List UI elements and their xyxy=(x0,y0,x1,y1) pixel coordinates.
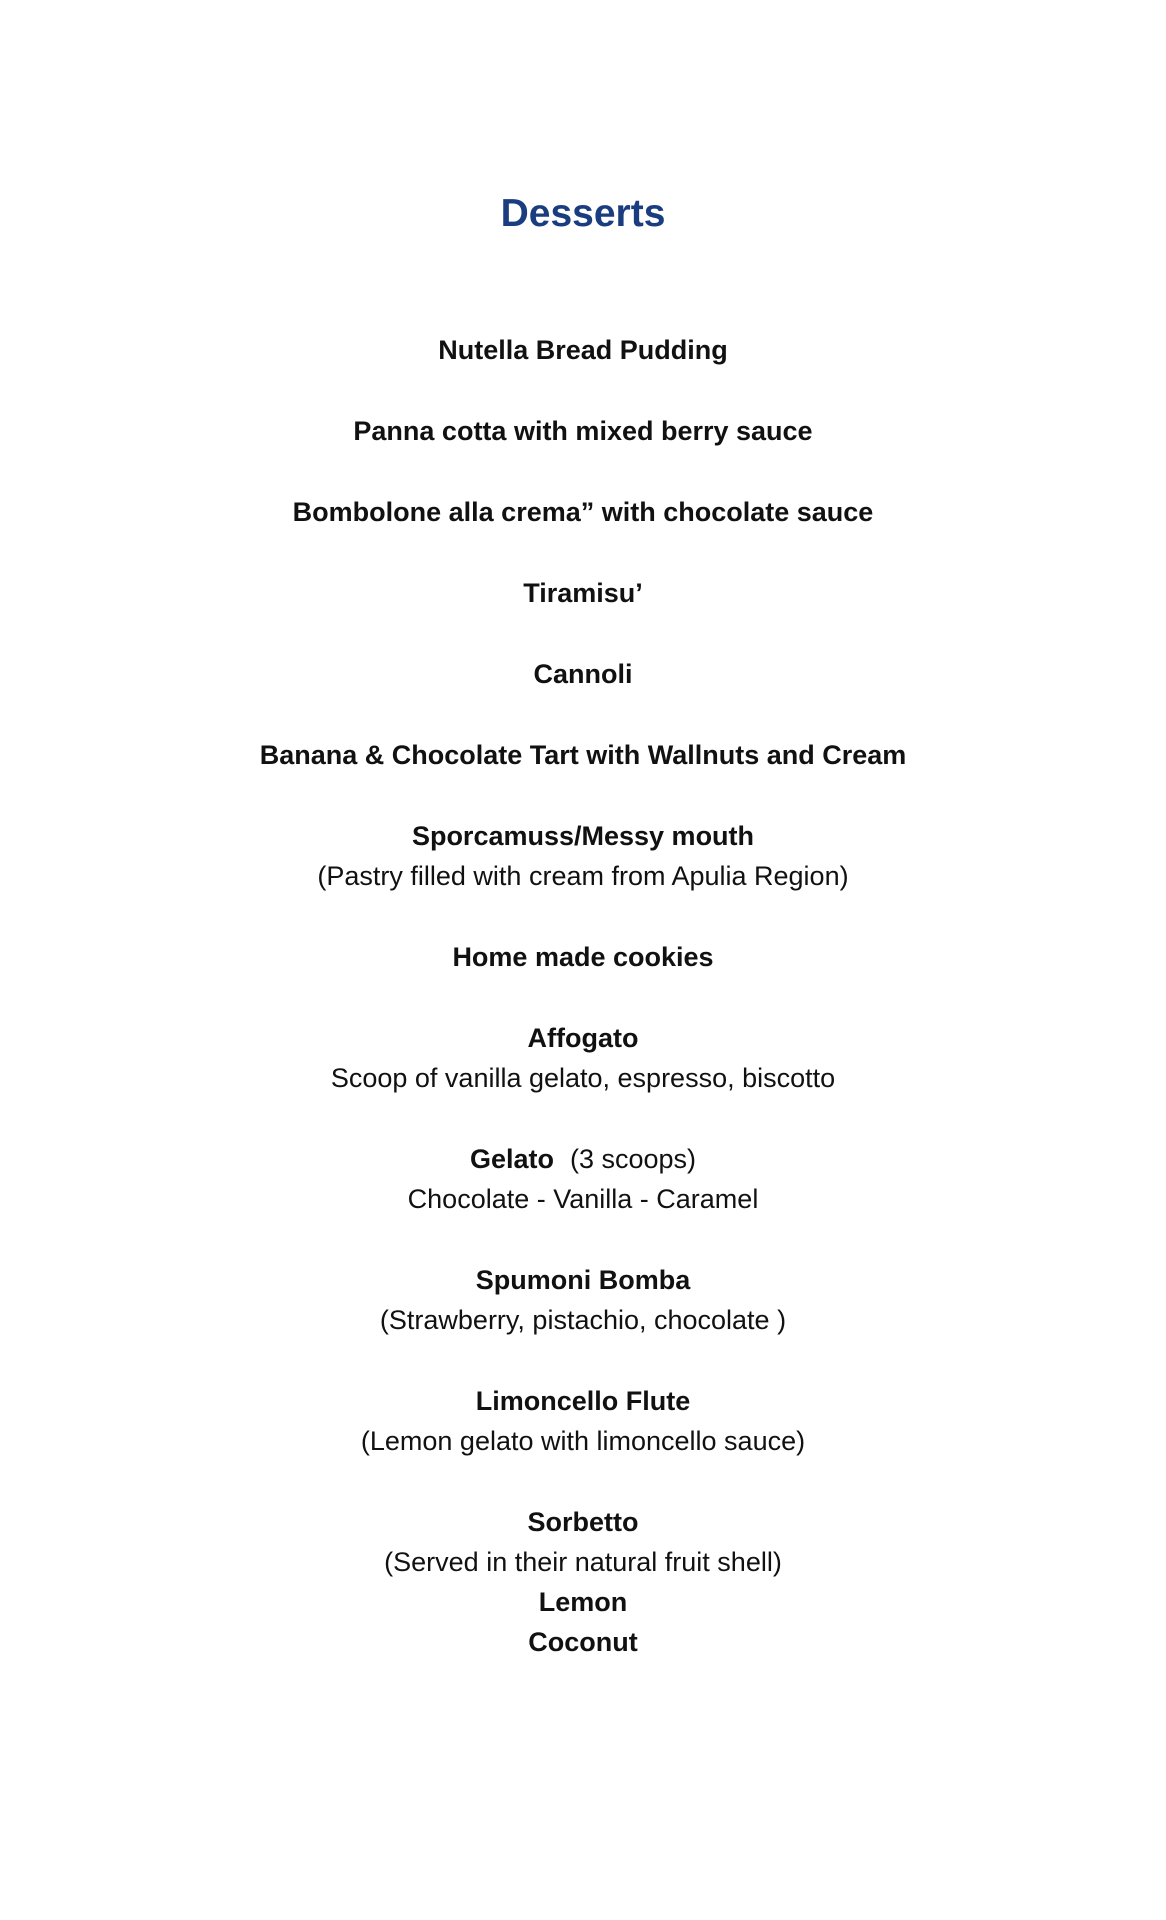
menu-item-description: (Strawberry, pistachio, chocolate ) xyxy=(379,1305,787,1335)
menu-item-description: Scoop of vanilla gelato, espresso, biscotto xyxy=(330,1063,836,1093)
menu-item-description: (Lemon gelato with limoncello sauce) xyxy=(360,1426,806,1456)
menu-item-name: Bombolone alla crema” with chocolate sauce xyxy=(292,497,874,527)
menu-item-name: Nutella Bread Pudding xyxy=(438,335,728,365)
menu-item-name: Cannoli xyxy=(533,659,633,689)
menu-item-name: Sorbetto xyxy=(527,1507,639,1537)
menu-item-name: Gelato xyxy=(469,1144,554,1174)
menu-item-name: Spumoni Bomba xyxy=(475,1265,691,1295)
menu-item-option: Lemon xyxy=(538,1587,628,1617)
menu-item-name: Home made cookies xyxy=(452,942,714,972)
menu-item-name: Limoncello Flute xyxy=(475,1386,691,1416)
menu-item-name: Banana & Chocolate Tart with Wallnuts and Cream xyxy=(259,740,907,770)
page-title: Desserts xyxy=(500,192,666,235)
menu-item-description: Chocolate - Vanilla - Caramel xyxy=(407,1184,759,1214)
menu-item-description: (Pastry filled with cream from Apulia Region) xyxy=(317,861,849,891)
menu-item-name: Tiramisu’ xyxy=(523,578,643,608)
menu-item-name: Sporcamuss/Messy mouth xyxy=(411,821,755,851)
menu-item-option: Coconut xyxy=(528,1627,638,1657)
menu-item-gelato-heading xyxy=(0,1139,1166,1179)
menu-item-name: Panna cotta with mixed berry sauce xyxy=(353,416,813,446)
menu-item-note: (3 scoops) xyxy=(569,1144,697,1174)
menu-item-name: Affogato xyxy=(527,1023,639,1053)
menu-item-description: (Served in their natural fruit shell) xyxy=(384,1547,782,1577)
